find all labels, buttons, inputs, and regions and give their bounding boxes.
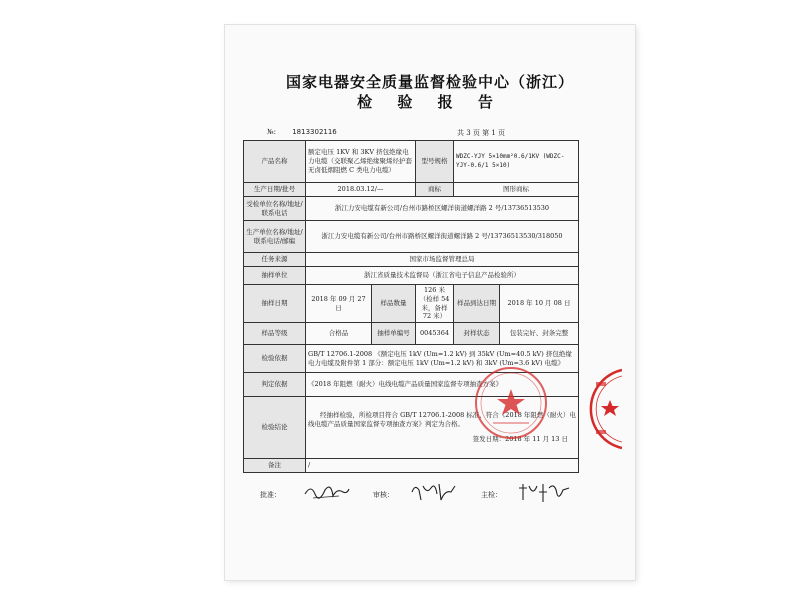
approve-label: 批准：	[260, 491, 281, 499]
product-name-label: 产品名称	[244, 141, 306, 183]
conclusion-value: 经抽样检验，所检项目符合 GB/T 12706.1-2008 标准，符合《2018 年阻燃（耐火）电线电缆产品质量国家监督专项抽查方案》判定为合格。	[308, 411, 576, 429]
qty-value: 126 米（检样 54 米，备样 72 米）	[416, 285, 454, 323]
page-count: 共 3 页 第 1 页	[457, 129, 506, 137]
product-name-value: 额定电压 1KV 和 3KV 挤包绝缘电力电缆（交联聚乙烯绝缘聚烯烃护套无卤低烟阻燃 C 类电力电缆）	[306, 141, 416, 183]
task-source-label: 任务来源	[244, 253, 306, 267]
seal-value: 包装完好、封条完整	[500, 323, 579, 345]
basis-value: GB/T 12706.1-2008 《额定电压 1kV (Um=1.2 kV) 到 35kV (Um=40.5 kV) 挤包绝缘电力电缆及附件第 1 部分：额定电压 1kV (Um=1.2 kV) 和 3kV (Um=3.6 kV) 电缆》	[306, 345, 579, 373]
table-row	[244, 141, 579, 183]
inspector-signature	[517, 480, 571, 504]
report-number-value: 1813302116	[292, 128, 337, 136]
judgment-label: 判定依据	[244, 373, 306, 397]
grade-label: 样品等级	[244, 323, 306, 345]
sample-date-label: 抽样日期	[244, 285, 306, 323]
arrival-value: 2018 年 10 月 08 日	[500, 285, 579, 323]
report-number-label: №:	[267, 128, 276, 136]
report-page	[225, 25, 635, 580]
sampler-label: 抽样单位	[244, 267, 306, 285]
sampler-value: 浙江省质量技术监督局（浙江省电子信息产品检验所）	[306, 267, 579, 285]
qty-label: 样品数量	[372, 285, 416, 323]
remarks-label: 备注	[244, 459, 306, 473]
trademark-label: 商标	[416, 183, 454, 197]
prod-date-label: 生产日期/批号	[244, 183, 306, 197]
task-source-value: 国家市场监督管理总局	[306, 253, 579, 267]
sample-no-label: 抽样单编号	[372, 323, 416, 345]
arrival-label: 样品到达日期	[454, 285, 500, 323]
sample-date-value: 2018 年 09 月 27 日	[306, 285, 372, 323]
perforation-seal	[588, 368, 622, 450]
report-number	[267, 128, 337, 136]
review-label: 审核：	[373, 491, 394, 499]
table-row	[244, 267, 579, 285]
prod-date-value: 2018.03.12/—	[306, 183, 416, 197]
table-row	[244, 183, 579, 197]
inspected-unit-label: 受检单位名称/地址/联系电话	[244, 197, 306, 221]
inspection-seal	[473, 365, 549, 441]
judgment-value: 《2018 年阻燃（耐火）电线电缆产品质量国家监督专项抽查方案》	[306, 373, 579, 397]
table-row	[244, 253, 579, 267]
trademark-value: 图形商标	[454, 183, 579, 197]
inspected-unit-value: 浙江力安电缆有新公司/台州市路桥区螺洋街道螺洋路 2 号/13736513530	[306, 197, 579, 221]
reviewer-signature	[409, 480, 459, 504]
sample-no-value: 0045364	[416, 323, 454, 345]
table-row	[244, 285, 579, 323]
table-row	[244, 459, 579, 473]
check-label: 主检：	[481, 491, 502, 499]
model-label: 型号规格	[416, 141, 454, 183]
model-value: WDZC-YJY 5×10mm²0.6/1KV (WDZC-YJY-0.6/1 5×10)	[454, 141, 579, 183]
grade-value: 合格品	[306, 323, 372, 345]
table-row	[244, 323, 579, 345]
producer-value: 浙江力安电缆有新公司/台州市路桥区螺洋街道螺洋路 2 号/13736513530/318050	[306, 221, 579, 253]
approver-signature	[303, 480, 351, 502]
producer-label: 生产单位名称/地址/联系电话/邮编	[244, 221, 306, 253]
basis-label: 检验依据	[244, 345, 306, 373]
remarks-value: /	[306, 459, 579, 473]
report-subtitle: 检 验 报 告	[357, 93, 503, 111]
table-row	[244, 197, 579, 221]
issue-date: 签发日期：2018 年 11 月 13 日	[472, 434, 568, 443]
table-row	[244, 221, 579, 253]
conclusion-label: 检验结论	[244, 397, 306, 459]
report-title: 国家电器安全质量监督检验中心（浙江）	[285, 73, 574, 91]
seal-label: 封样状态	[454, 323, 500, 345]
